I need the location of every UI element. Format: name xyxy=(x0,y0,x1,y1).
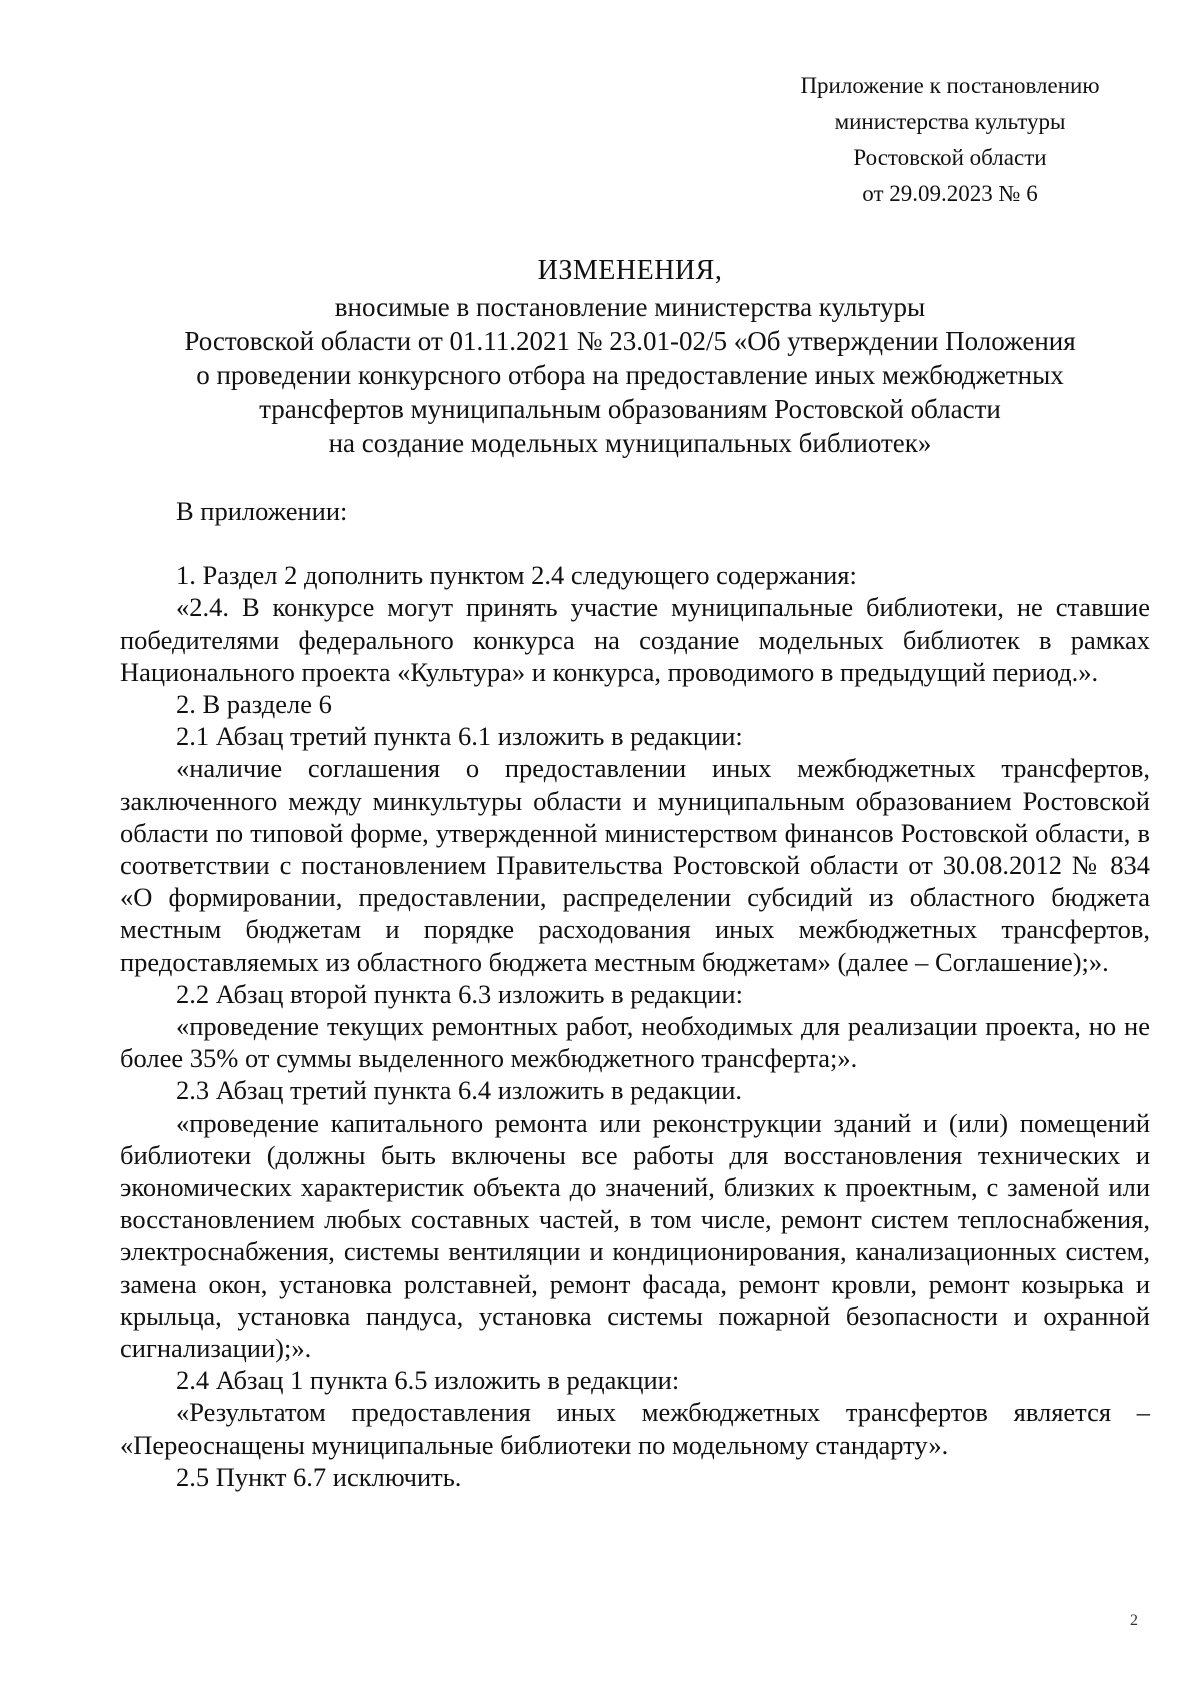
header-note-line-4: от 29.09.2023 № 6 xyxy=(862,181,1038,206)
paragraph-6: 2.2 Абзац второй пункта 6.3 изложить в редакции: xyxy=(176,978,743,1009)
header-note-line-1: Приложение к постановлению xyxy=(800,73,1100,98)
title-line-4: трансфертов муниципальным образованиям Ростовской области xyxy=(259,394,1001,424)
document-title-block xyxy=(120,254,1140,460)
paragraph-5: «наличие соглашения о предоставлении иных межбюджетных трансфертов, заключенного между минкультуры области и муниципальным образованием Ростовской области по типовой форме, утвержденной министерством финансов Ростовской области, в соответствии с постановлением Правительства Ростовской области от 30.08.2012 № 834 «О формировании, предоставлении, распределении субсидий из областного бюджета местным бюджетам и порядке расходования иных межбюджетных трансфертов, предоставляемых из областного бюджета местным бюджетам» (далее – Соглашение);». xyxy=(120,753,1150,977)
title-line-5: на создание модельных муниципальных библиотек» xyxy=(328,428,932,458)
appendix-header-note xyxy=(760,68,1140,212)
header-note-line-3: Ростовской области xyxy=(853,145,1047,170)
document-body xyxy=(120,495,1150,1493)
paragraph-4: 2.1 Абзац третий пункта 6.1 изложить в редакции: xyxy=(176,721,743,752)
paragraph-2: «2.4. В конкурсе могут принять участие муниципальные библиотеки, не ставшие победителями федерального конкурса на создание модельных библиотек в рамках Национального проекта «Культура» и конкурса, проводимого в предыдущий период.». xyxy=(120,592,1150,687)
intro-paragraph: В приложении: xyxy=(176,496,348,526)
paragraph-7: «проведение текущих ремонтных работ, необходимых для реализации проекта, но не более 35% от суммы выделенного межбюджетного трансферта;». xyxy=(120,1011,1150,1074)
paragraph-10: 2.4 Абзац 1 пункта 6.5 изложить в редакции: xyxy=(176,1365,680,1396)
paragraph-8: 2.3 Абзац третий пункта 6.4 изложить в редакции. xyxy=(176,1075,743,1106)
paragraph-1: 1. Раздел 2 дополнить пунктом 2.4 следующего содержания: xyxy=(176,560,857,591)
paragraph-11: «Результатом предоставления иных межбюджетных трансфертов является – «Переоснащены муниципальные библиотеки по модельному стандарту». xyxy=(120,1397,1150,1460)
paragraph-9: «проведение капитального ремонта или реконструкции зданий и (или) помещений библиотеки (должны быть включены все работы для восстановления технических и экономических характеристик объекта до значений, близких к проектным, с заменой или восстановлением любых составных частей, в том числе, ремонт систем теплоснабжения, электроснабжения, системы вентиляции и кондиционирования, канализационных систем, замена окон, установка ролставней, ремонт фасада, ремонт кровли, ремонт козырька и крыльца, установка пандуса, установка системы пожарной безопасности и охранной сигнализации);». xyxy=(120,1107,1150,1364)
title-line-2: Ростовской области от 01.11.2021 № 23.01-02/5 «Об утверждении Положения xyxy=(184,326,1076,356)
paragraph-12: 2.5 Пункт 6.7 исключить. xyxy=(176,1461,462,1492)
title-line-3: о проведении конкурсного отбора на предоставление иных межбюджетных xyxy=(196,360,1064,390)
page-number: 2 xyxy=(1130,1612,1138,1629)
document-title: ИЗМЕНЕНИЯ, xyxy=(537,255,723,286)
header-note-line-2: министерства культуры xyxy=(834,109,1066,134)
paragraph-3: 2. В разделе 6 xyxy=(176,689,332,720)
title-line-1: вносимые в постановление министерства культуры xyxy=(334,292,926,322)
